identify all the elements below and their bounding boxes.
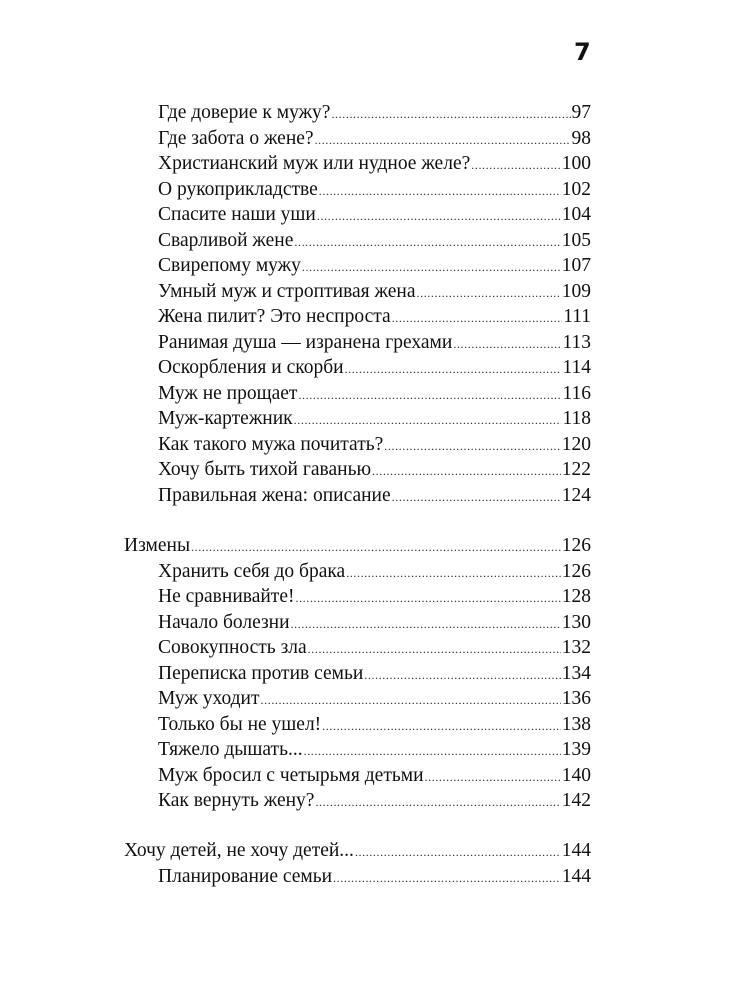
toc-entry[interactable] <box>158 686 591 711</box>
toc-entry[interactable] <box>158 228 591 253</box>
toc-entry-page: 109 <box>561 280 591 302</box>
toc-entry-page: 113 <box>562 331 591 353</box>
toc-entry[interactable] <box>158 610 591 635</box>
toc-entry[interactable] <box>158 661 591 686</box>
leader-dots <box>315 790 560 815</box>
toc-entry[interactable] <box>158 483 591 508</box>
toc-entry[interactable] <box>158 406 591 431</box>
leader-dots <box>295 586 560 611</box>
leader-dots <box>333 866 561 891</box>
toc-entry-title: Оскорбления и скорби <box>158 357 344 378</box>
toc-entry-title: Хранить себя до брака <box>158 560 346 582</box>
leader-dots <box>392 485 561 510</box>
toc-entry[interactable] <box>158 355 591 380</box>
toc-entry[interactable] <box>158 864 591 889</box>
leader-dots <box>372 459 561 484</box>
leader-dots <box>304 739 561 764</box>
toc-entry-page: 142 <box>561 790 591 811</box>
toc-entry-title: Муж не прощает <box>158 382 298 404</box>
toc-entry-page: 134 <box>561 662 591 684</box>
toc-entry[interactable] <box>158 126 591 151</box>
toc-entry-page: 102 <box>561 178 591 200</box>
toc-entry-page: 120 <box>561 433 591 455</box>
page-number: 7 <box>574 38 591 66</box>
toc-entry-page: 114 <box>562 357 591 378</box>
toc-entry-title: Правильная жена: описание <box>158 484 391 506</box>
toc-entry-title: Муж бросил с четырьмя детьми <box>158 764 424 786</box>
leader-dots <box>425 765 561 790</box>
toc-entry-title: Где забота о жене? <box>158 127 314 149</box>
toc-entry[interactable] <box>158 635 591 660</box>
leader-dots <box>364 663 560 688</box>
toc-section-title: Хочу детей, не хочу детей... <box>124 840 354 861</box>
toc-section[interactable] <box>124 533 591 558</box>
toc-entry-title: Сварливой жене <box>158 229 294 251</box>
leader-dots <box>294 408 562 433</box>
toc-entry-title: О рукоприкладстве <box>158 178 318 200</box>
toc-entry[interactable] <box>158 584 591 609</box>
toc-entry-page: 111 <box>563 306 591 327</box>
toc-entry[interactable] <box>158 100 591 125</box>
toc-section-page: 126 <box>561 535 591 556</box>
toc-entry-title: Муж уходит <box>158 688 260 709</box>
leader-dots <box>331 102 570 127</box>
toc-entry-page: 107 <box>561 255 591 276</box>
toc-section-page: 144 <box>561 840 591 861</box>
toc-entry[interactable] <box>158 253 591 278</box>
toc-entry-title: Переписка против семьи <box>158 662 364 684</box>
toc-entry[interactable] <box>158 202 591 227</box>
toc-entry-page: 126 <box>561 560 591 582</box>
toc-section[interactable] <box>124 838 591 863</box>
toc-section-title: Измены <box>124 535 191 556</box>
toc-entry[interactable] <box>158 304 591 329</box>
toc-entry[interactable] <box>158 559 591 584</box>
toc-entry-page: 140 <box>561 764 591 786</box>
toc-entry[interactable] <box>158 788 591 813</box>
toc-entry-title: Совокупность зла <box>158 637 307 658</box>
toc-entry-page: 97 <box>571 102 591 123</box>
toc-entry-title: Планирование семьи <box>158 865 333 887</box>
toc-entry[interactable] <box>158 381 591 406</box>
toc-entry-title: Где доверие к мужу? <box>158 102 331 123</box>
toc-entry-page: 98 <box>571 127 591 149</box>
toc-entry-page: 136 <box>561 688 591 709</box>
toc-entry-page: 100 <box>561 153 591 174</box>
toc-entry[interactable] <box>158 330 591 355</box>
toc-entry[interactable] <box>158 279 591 304</box>
toc-entry-page: 139 <box>561 739 591 760</box>
leader-dots <box>392 306 563 331</box>
leader-dots <box>291 612 561 637</box>
toc-entry-page: 124 <box>561 484 591 506</box>
toc-entry-page: 118 <box>562 408 591 429</box>
toc-entry[interactable] <box>158 712 591 737</box>
leader-dots <box>384 434 560 459</box>
toc-entry[interactable] <box>158 177 591 202</box>
toc-entry-title: Только бы не ушел! <box>158 713 322 735</box>
toc-entry-title: Христианский муж или нудное желе? <box>158 153 471 174</box>
toc-entry-title: Как вернуть жену? <box>158 790 315 811</box>
toc-entry-page: 104 <box>561 204 591 225</box>
toc-entry[interactable] <box>158 737 591 762</box>
leader-dots <box>302 255 561 280</box>
toc-entry-title: Свирепому мужу <box>158 255 301 276</box>
leader-dots <box>308 637 561 662</box>
leader-dots <box>261 688 561 713</box>
toc-entry-title: Спасите наши уши <box>158 204 316 225</box>
toc-entry-title: Начало болезни <box>158 611 290 633</box>
toc-entry[interactable] <box>158 763 591 788</box>
toc-entry-title: Не сравнивайте! <box>158 586 295 607</box>
leader-dots <box>322 714 561 739</box>
toc-entry-page: 130 <box>561 611 591 633</box>
toc-entry-page: 132 <box>561 637 591 658</box>
toc-entry[interactable] <box>158 457 591 482</box>
leader-dots <box>315 128 571 153</box>
leader-dots <box>346 561 561 586</box>
toc-entry-title: Как такого мужа почитать? <box>158 433 384 455</box>
leader-dots <box>345 357 562 382</box>
toc-entry-title: Жена пилит? Это неспроста <box>158 306 391 327</box>
toc-entry-title: Умный муж и строптивая жена <box>158 280 416 302</box>
toc-entry-page: 105 <box>561 229 591 251</box>
leader-dots <box>453 332 561 357</box>
leader-dots <box>471 153 561 178</box>
toc-entry-title: Тяжело дышать... <box>158 739 303 760</box>
leader-dots <box>319 179 561 204</box>
toc-entry-title: Ранимая душа — изранена грехами <box>158 331 453 353</box>
toc-entry-title: Хочу быть тихой гаванью <box>158 459 372 480</box>
leader-dots <box>355 840 561 865</box>
toc-entry[interactable] <box>158 432 591 457</box>
toc-entry-page: 128 <box>561 586 591 607</box>
toc-entry-page: 144 <box>561 865 591 887</box>
toc-entry-page: 116 <box>562 382 591 404</box>
leader-dots <box>191 535 561 560</box>
leader-dots <box>298 383 561 408</box>
toc-entry-page: 122 <box>561 459 591 480</box>
toc-entry-page: 138 <box>561 713 591 735</box>
toc-entry[interactable] <box>158 151 591 176</box>
leader-dots <box>317 204 561 229</box>
leader-dots <box>417 281 561 306</box>
toc-entry-title: Муж-картежник <box>158 408 293 429</box>
leader-dots <box>294 230 560 255</box>
